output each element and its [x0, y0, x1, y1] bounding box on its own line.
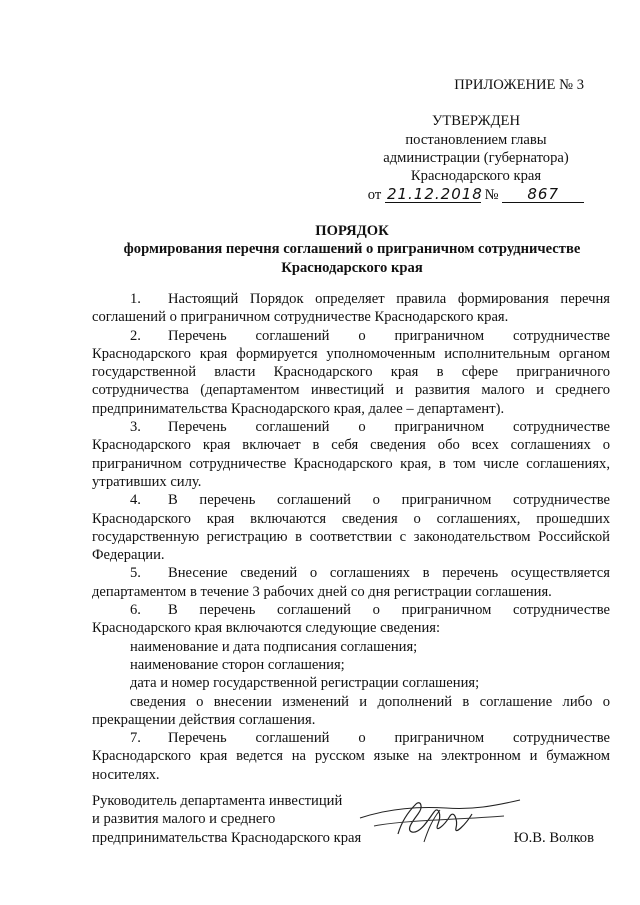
item-text: Внесение сведений о соглашениях в перечень осуществляется департаментом в течение 3 рабочих дней со дня регистрации соглашения.	[92, 565, 610, 600]
number-prefix: №	[484, 187, 499, 204]
item-number: 6.	[130, 602, 141, 619]
signatory-line-3: предпринимательства Краснодарского края	[92, 829, 362, 846]
signatory-line-2: и развития малого и среднего	[92, 811, 276, 828]
paragraph-7	[92, 729, 610, 784]
document-body	[92, 290, 610, 784]
item-text: Перечень соглашений о приграничном сотрудничестве Краснодарского края формируется уполномоченным исполнительным органом государственной власти Краснодарского края в сфере приграничного сотрудничества (департаментом инвестиций и развития малого и среднего предпринимательства Краснодарского края, далее – департамент).	[92, 327, 610, 417]
paragraph-4	[92, 491, 610, 564]
approval-line-1: постановлением главы	[405, 131, 547, 148]
item-number: 4.	[130, 492, 141, 509]
date-number-line	[360, 186, 592, 204]
handwritten-signature-icon	[354, 790, 524, 850]
item-number: 1.	[130, 291, 141, 307]
title-subtitle: формирования перечня соглашений о приграничном сотрудничестве Краснодарского края	[123, 241, 581, 276]
signature-block	[92, 792, 612, 847]
approval-line-2: администрации (губернатора)	[383, 149, 569, 166]
annex-label: ПРИЛОЖЕНИЕ № 3	[454, 77, 584, 93]
title-heading: ПОРЯДОК	[315, 223, 389, 239]
date-prefix: от	[367, 187, 382, 204]
signatory-name: Ю.В. Волков	[513, 829, 594, 846]
item-text: Перечень соглашений о приграничном сотрудничестве Краснодарского края включает в себя сведения обо всех соглашениях о приграничном сотрудничестве Краснодарского края, в том числе соглашениях, утративших силу.	[92, 419, 610, 490]
document-title	[92, 222, 612, 277]
subitem-3: дата и номер государственной регистрации соглашения;	[130, 675, 480, 692]
item-text: В перечень соглашений о приграничном сотрудничестве Краснодарского края включаются сведения о соглашениях, прошедших государственную регистрацию в соответствии с законодательством Российской Федерации.	[92, 492, 610, 564]
paragraph-3	[92, 418, 610, 491]
approved-label: УТВЕРЖДЕН	[432, 113, 520, 130]
approval-block	[360, 76, 592, 205]
item-number: 5.	[130, 565, 141, 582]
subitem-4: сведения о внесении изменений и дополнений в соглашение либо о прекращении действия соглашения.	[92, 693, 610, 728]
item-number: 3.	[130, 419, 141, 436]
paragraph-2	[92, 327, 610, 418]
paragraph-1	[92, 290, 610, 327]
approval-line-3: Краснодарского края	[410, 168, 542, 185]
item-text: Перечень соглашений о приграничном сотрудничестве Краснодарского края ведется на русском языке на электронном и бумажном носителях.	[92, 730, 610, 783]
subitem-1: наименование и дата подписания соглашения;	[130, 638, 418, 655]
item-number: 2.	[130, 327, 141, 344]
paragraph-5	[92, 564, 610, 601]
item-number: 7.	[130, 730, 141, 747]
item-text: Настоящий Порядок определяет правила формирования перечня соглашений о приграничном сотрудничестве Краснодарского края.	[92, 291, 610, 326]
handwritten-date: 21.12.2018	[386, 185, 483, 204]
paragraph-6	[92, 601, 610, 638]
item-text: В перечень соглашений о приграничном сотрудничестве Краснодарского края включаются следующие сведения:	[92, 602, 610, 637]
handwritten-number: 867	[502, 186, 584, 203]
subitem-2: наименование сторон соглашения;	[130, 656, 345, 673]
signatory-line-1: Руководитель департамента инвестиций	[92, 793, 343, 809]
